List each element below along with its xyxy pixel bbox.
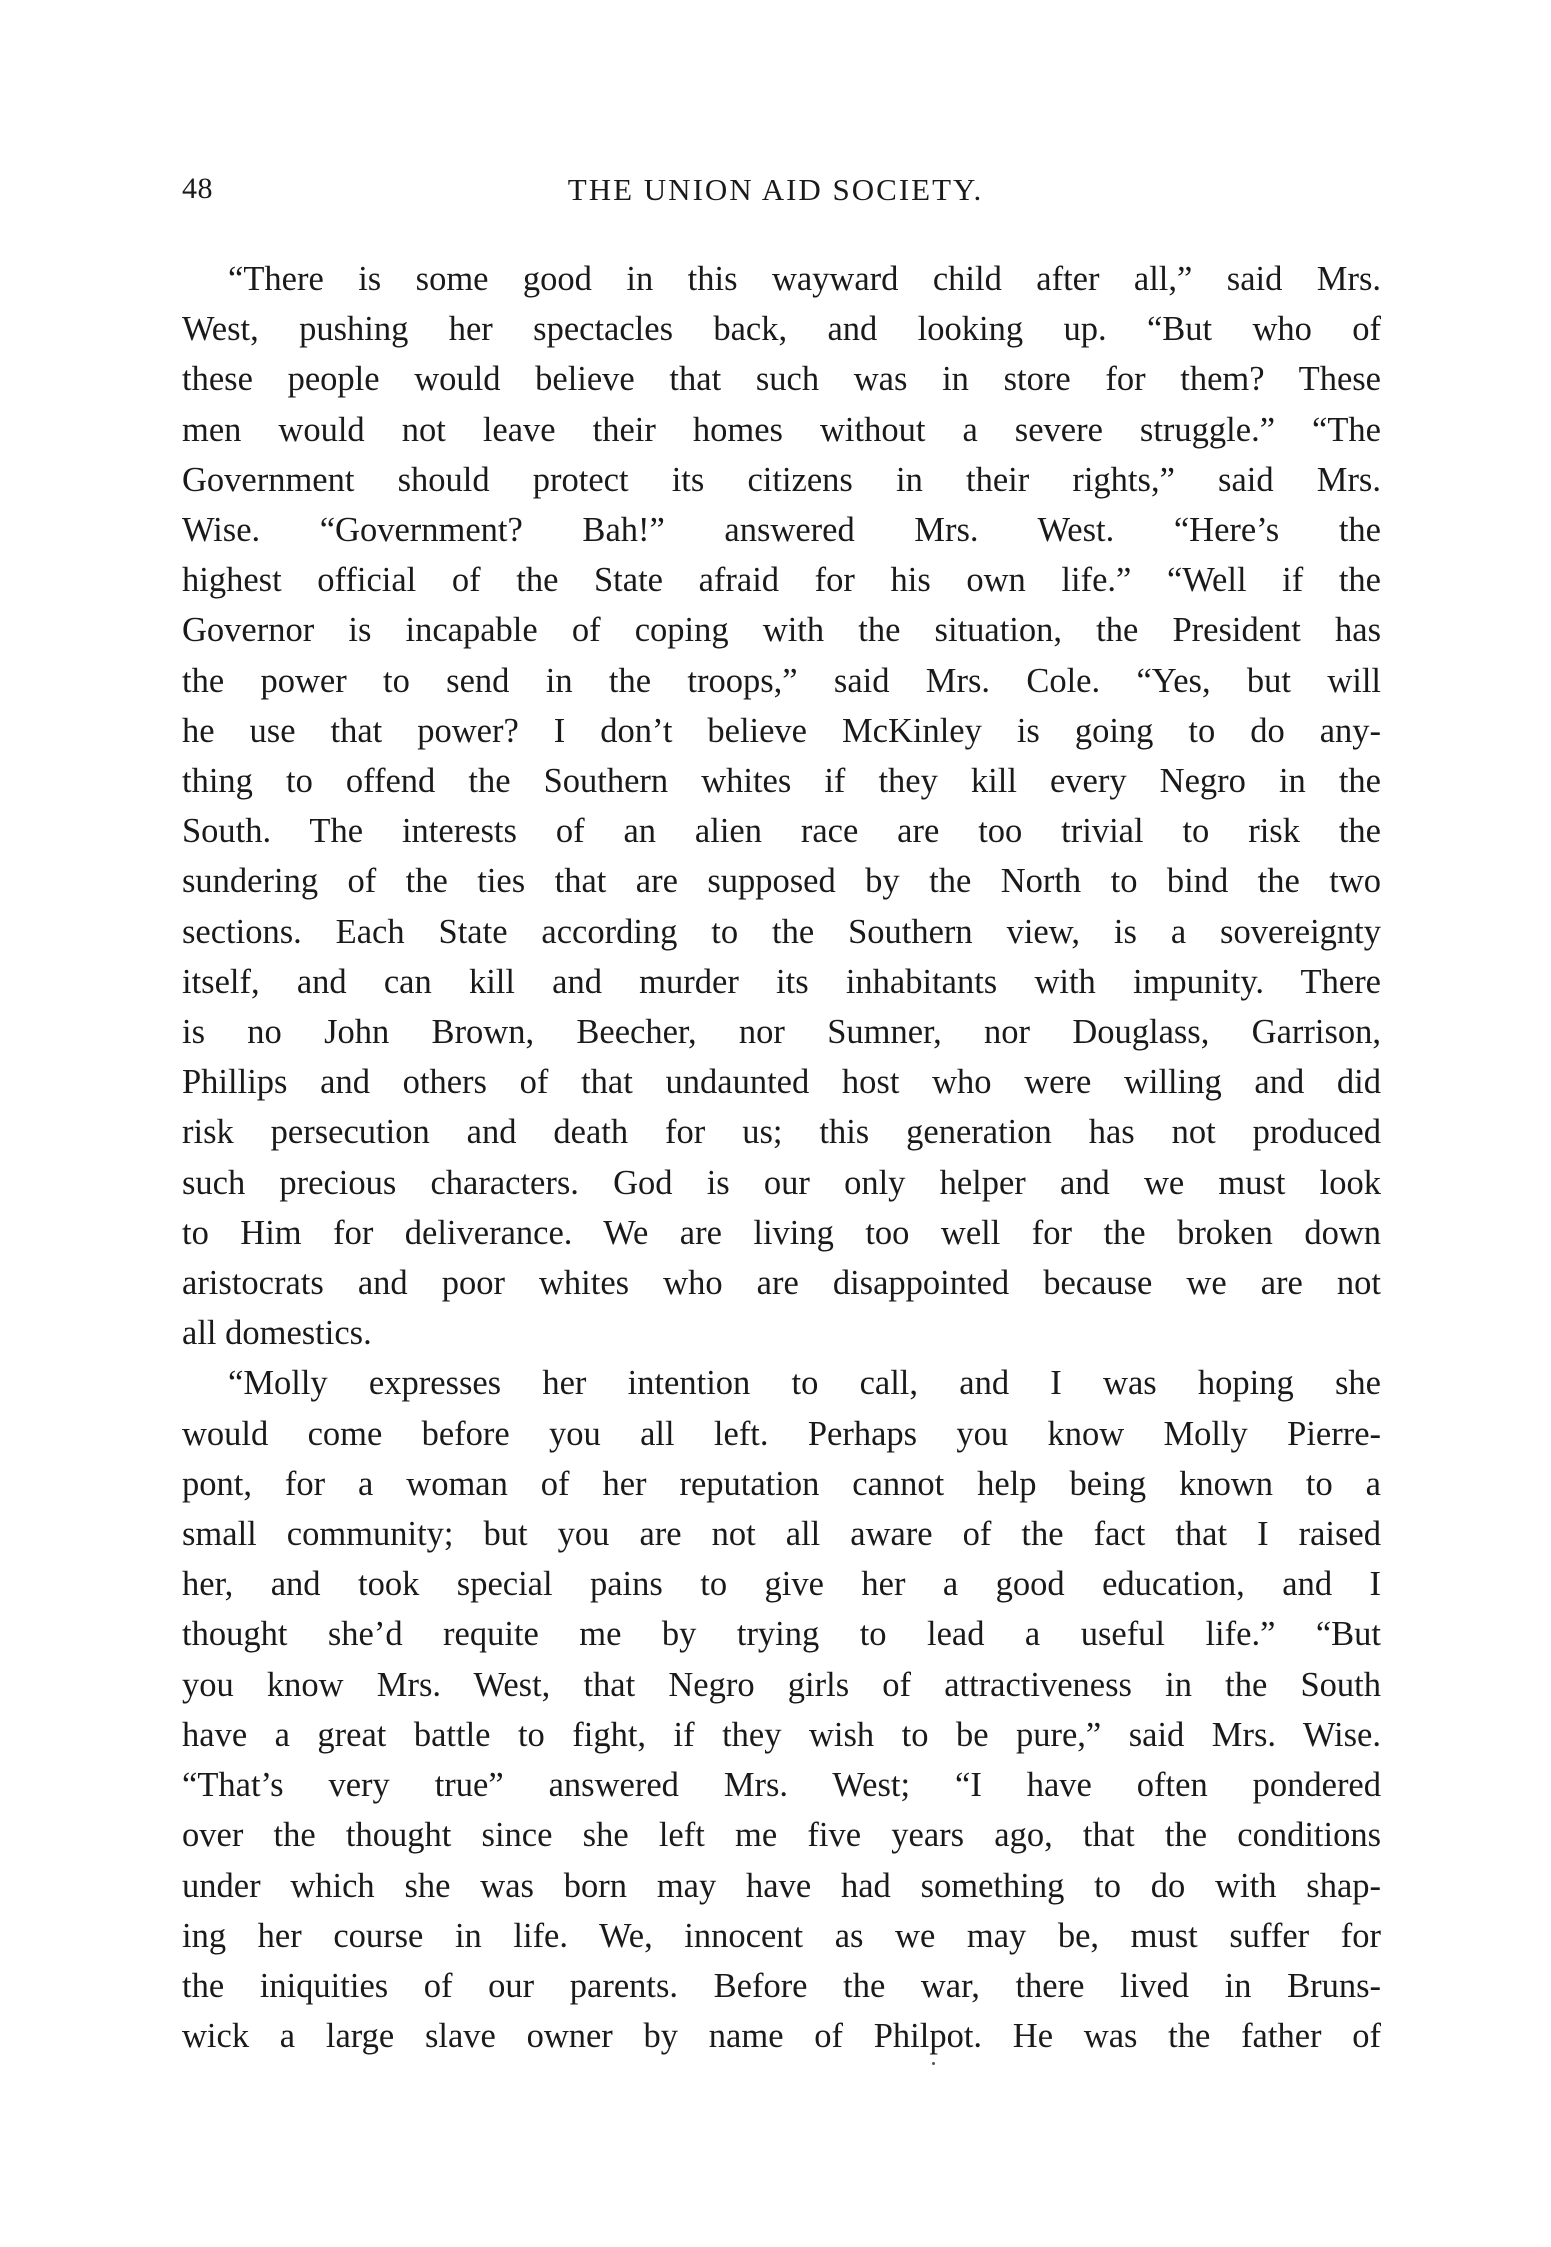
text-line: would come before you all left. Perhaps you know Molly Pierre- <box>182 1414 1381 1453</box>
body-text <box>182 254 1381 2061</box>
text-line: the iniquities of our parents. Before the war, there lived in Bruns- <box>182 1966 1381 2005</box>
text-line: to Him for deliverance. We are living too well for the broken down <box>182 1213 1381 1252</box>
text-line: is no John Brown, Beecher, nor Sumner, nor Douglass, Garrison, <box>182 1013 1381 1052</box>
page-number: 48 <box>182 172 213 205</box>
text-line: he use that power? I don’t believe McKinley is going to do any- <box>182 711 1381 750</box>
text-line: these people would believe that such was in store for them? These <box>182 360 1381 399</box>
text-line: small community; but you are not all aware of the fact that I raised <box>182 1515 1381 1554</box>
text-line: Governor is incapable of coping with the situation, the President has <box>182 611 1381 650</box>
text-line: “There is some good in this wayward child after all,” said Mrs. <box>228 260 1381 298</box>
text-line: you know Mrs. West, that Negro girls of attractiveness in the South <box>182 1665 1381 1704</box>
text-line: South. The interests of an alien race are too trivial to risk the <box>182 812 1381 851</box>
text-line: “Molly expresses her intention to call, and I was hoping she <box>228 1364 1381 1403</box>
text-line: Phillips and others of that undaunted host who were willing and did <box>182 1063 1381 1102</box>
running-head: THE UNION AID SOCIETY. <box>567 172 984 207</box>
ink-speck <box>932 2062 935 2065</box>
text-line: pont, for a woman of her reputation cannot help being known to a <box>182 1464 1381 1503</box>
paragraph-1 <box>182 254 1381 1358</box>
text-line: have a great battle to fight, if they wish to be pure,” said Mrs. Wise. <box>182 1715 1381 1754</box>
text-line: the power to send in the troops,” said Mrs. Cole. “Yes, but will <box>182 661 1381 700</box>
text-line: highest official of the State afraid for his own life.” “Well if the <box>182 561 1381 600</box>
text-line: “That’s very true” answered Mrs. West; “I have often pondered <box>182 1766 1381 1805</box>
text-line: Wise. “Government? Bah!” answered Mrs. West. “Here’s the <box>182 511 1381 550</box>
text-line: thing to offend the Southern whites if they kill every Negro in the <box>182 762 1381 801</box>
text-line: under which she was born may have had something to do with shap- <box>182 1866 1381 1905</box>
text-line: her, and took special pains to give her a good education, and I <box>182 1565 1381 1604</box>
text-line: ing her course in life. We, innocent as we may be, must suffer for <box>182 1916 1381 1955</box>
text-line: such precious characters. God is our only helper and we must look <box>182 1163 1381 1202</box>
text-line: aristocrats and poor whites who are disappointed because we are not <box>182 1264 1381 1303</box>
text-line: sundering of the ties that are supposed by the North to bind the two <box>182 862 1381 901</box>
text-line: West, pushing her spectacles back, and looking up. “But who of <box>182 310 1381 349</box>
text-line: sections. Each State according to the Southern view, is a sovereignty <box>182 912 1381 951</box>
text-line: wick a large slave owner by name of Philpot. He was the father of <box>182 2017 1381 2056</box>
text-line: thought she’d requite me by trying to lead a useful life.” “But <box>182 1615 1381 1654</box>
text-line: risk persecution and death for us; this generation has not produced <box>182 1113 1381 1152</box>
paragraph-2 <box>182 1358 1381 2061</box>
text-line: Government should protect its citizens in their rights,” said Mrs. <box>182 460 1381 499</box>
text-line: men would not leave their homes without a severe struggle.” “The <box>182 410 1381 449</box>
text-line: over the thought since she left me five years ago, that the conditions <box>182 1816 1381 1855</box>
text-line: itself, and can kill and murder its inhabitants with impunity. There <box>182 962 1381 1001</box>
text-line: all domestics. <box>182 1314 372 1353</box>
